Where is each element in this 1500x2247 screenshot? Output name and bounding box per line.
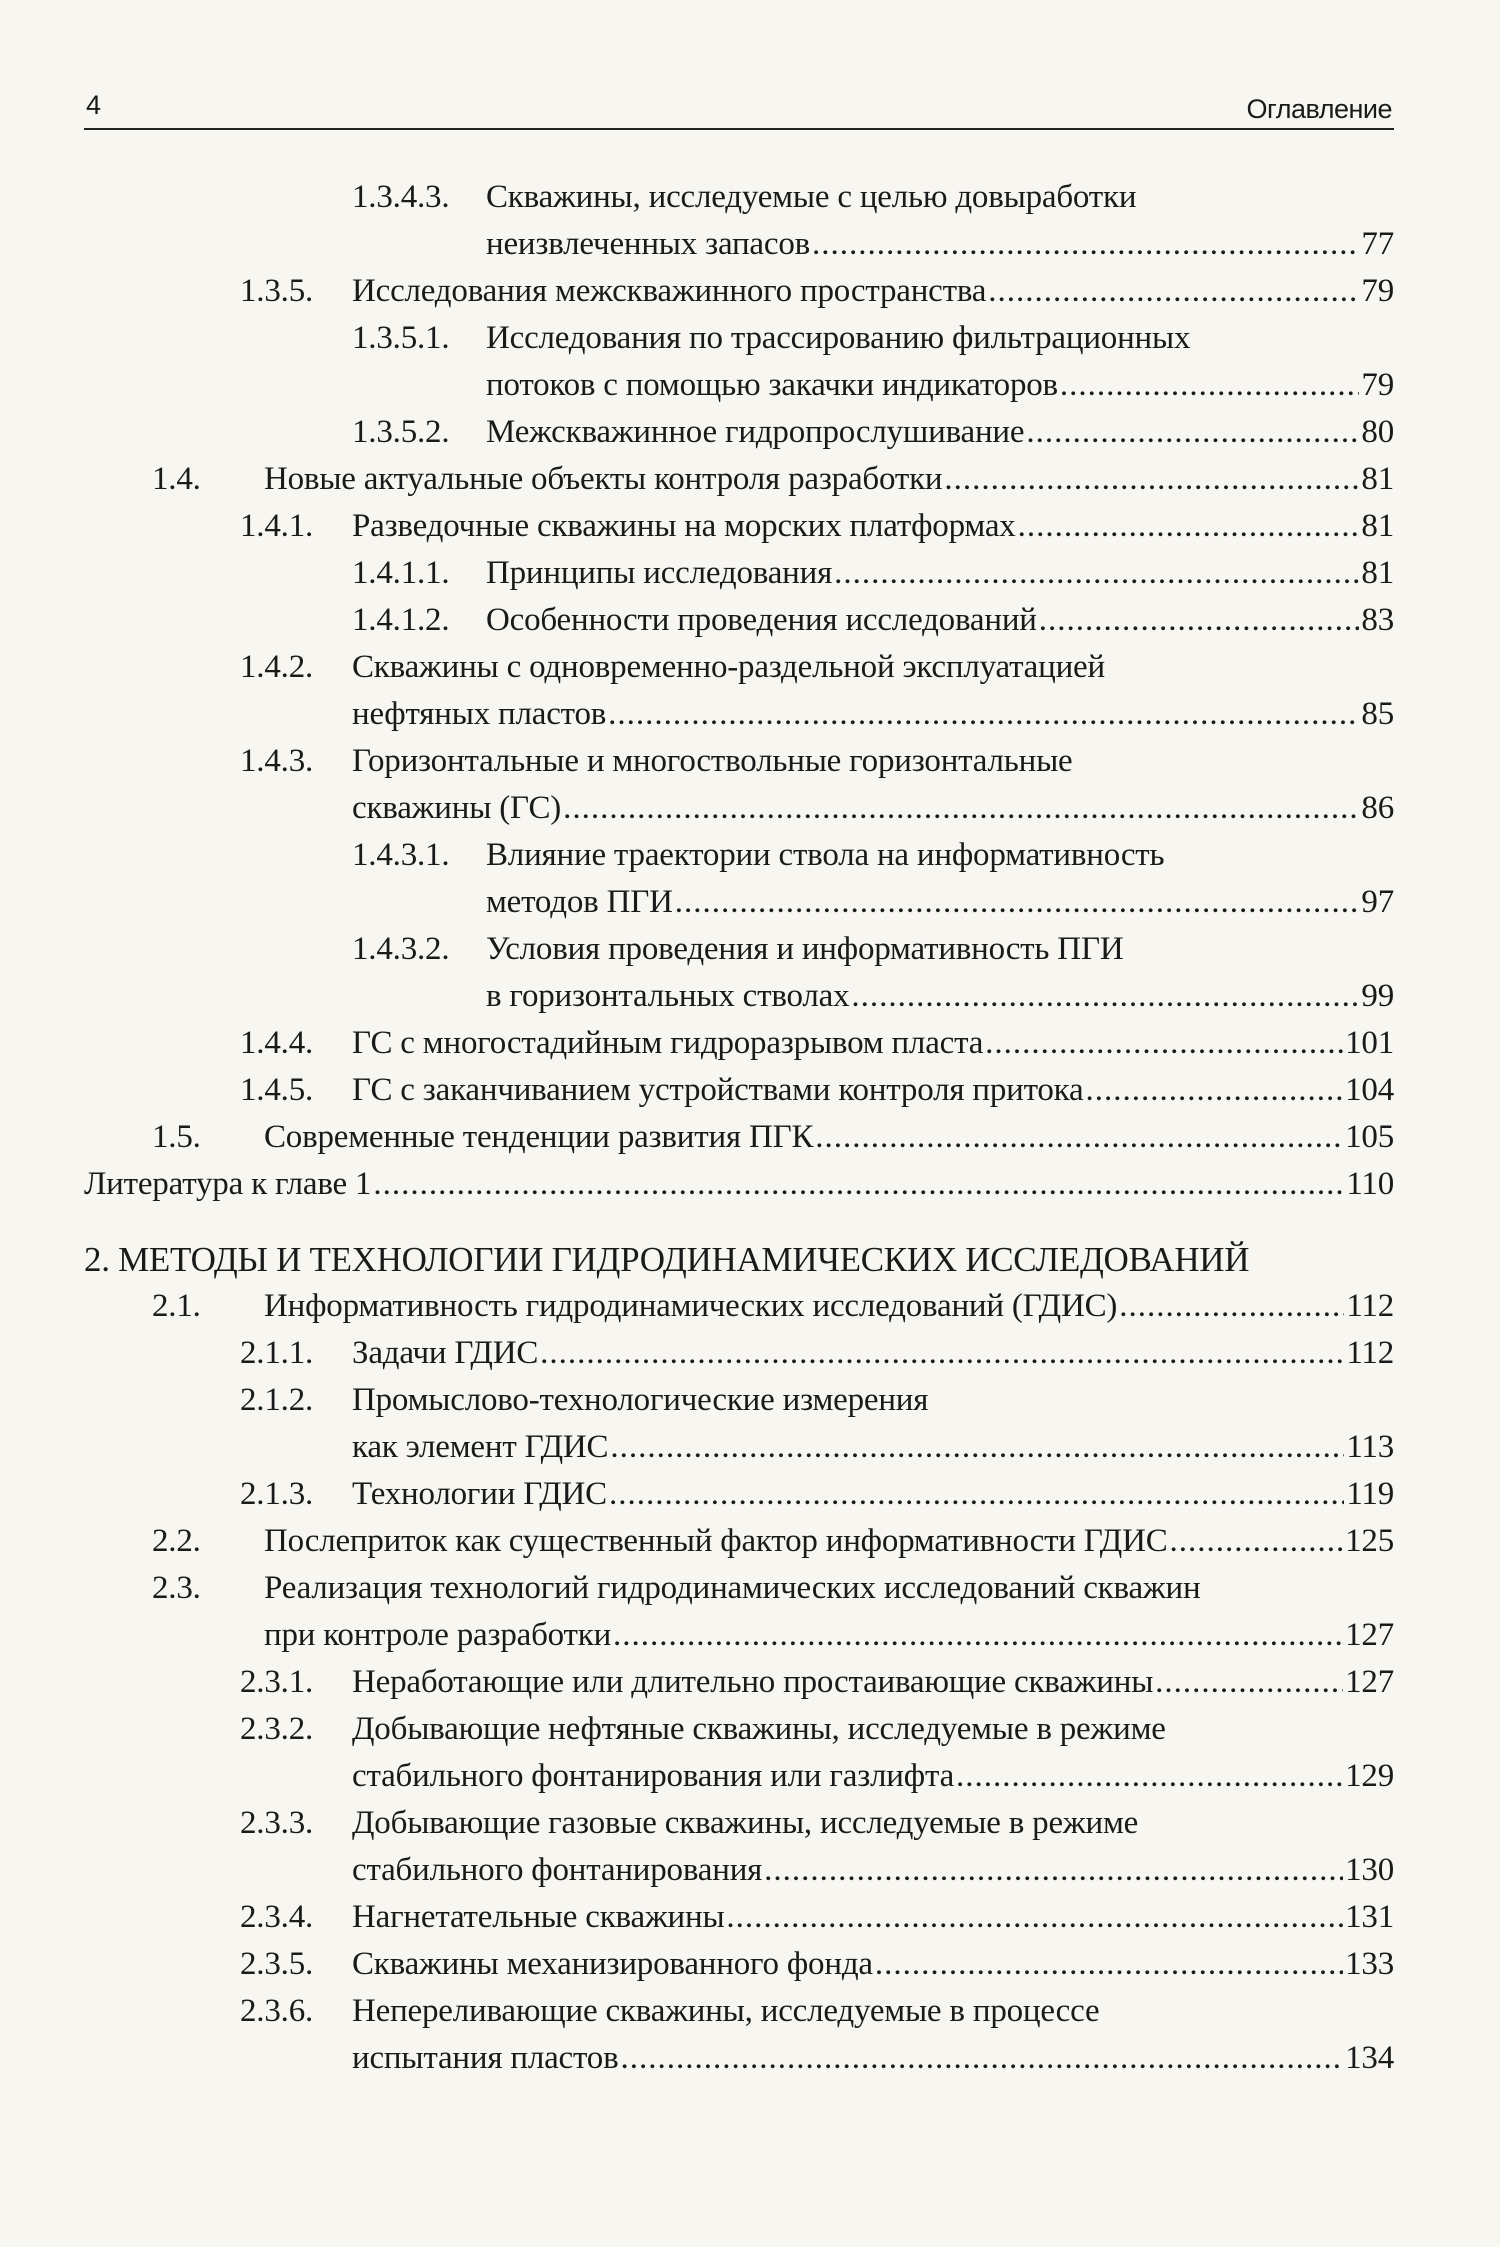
toc-entry-title: Новые актуальные объекты контроля разработки [264,461,943,497]
toc-entry-final-line [486,409,1394,456]
toc-entry-body [352,1067,1394,1114]
toc-entry-final-line [486,221,1394,268]
toc-entry-page-number: 97 [1361,884,1394,920]
dot-leader [956,1753,1343,1800]
toc-entry[interactable] [84,503,1394,550]
toc-entry-title-line: Непереливающие скважины, исследуемые в процессе [352,1993,1100,2029]
toc-entry-body [352,1020,1394,1067]
toc-entry[interactable] [84,1988,1394,2082]
toc-entry-number: 2.3.6. [240,1993,314,2029]
toc-entry-page-number: 131 [1345,1899,1394,1935]
toc-entry-page-number: 79 [1361,273,1394,309]
toc-entry-final-line [352,1753,1394,1800]
dot-leader [1060,362,1359,409]
toc-entry-final-line [84,1161,1394,1208]
toc-entry-body [352,1377,1394,1471]
toc-entry-number: 2.3. [152,1570,201,1606]
dot-leader [834,550,1359,597]
toc-entry[interactable] [84,315,1394,409]
toc-entry-body [352,1988,1394,2082]
toc-entry-final-line [352,1424,1394,1471]
toc-entry-final-line [486,879,1394,926]
toc-entry-body [264,456,1394,503]
toc-entry-page-number: 112 [1346,1288,1394,1324]
toc-entry-title: Литература к главе 1 [84,1166,372,1202]
toc-entry-title: Современные тенденции развития ПГК [264,1119,814,1155]
toc-entry-final-line [486,973,1394,1020]
toc-entry-title: ГС с заканчиванием устройствами контроля притока [352,1072,1084,1108]
toc-entry-title: скважины (ГС) [352,790,562,826]
dot-leader [1026,409,1359,456]
toc-entry[interactable] [84,1941,1394,1988]
toc-entry-number: 1.4. [152,461,201,497]
toc-entry-title: Разведочные скважины на морских платформах [352,508,1016,544]
toc-entry-title: методов ПГИ [486,884,673,920]
toc-entry-page-number: 81 [1361,508,1394,544]
toc-entry[interactable] [84,1283,1394,1330]
toc-entry[interactable] [84,926,1394,1020]
dot-leader [563,785,1359,832]
toc-entry-body [486,174,1394,268]
toc-entry-number: 2.1.2. [240,1382,314,1418]
dot-leader [851,973,1359,1020]
dot-leader [373,1161,1344,1208]
toc-entry-title: Технологии ГДИС [352,1476,607,1512]
toc-entry-page-number: 85 [1361,696,1394,732]
toc-entry-page-number: 77 [1361,226,1394,262]
toc-entry-number: 2.3.2. [240,1711,314,1747]
toc-entry[interactable] [84,1800,1394,1894]
toc-entry-title: ГС с многостадийным гидроразрывом пласта [352,1025,984,1061]
toc-entry[interactable] [84,1377,1394,1471]
toc-entry-page-number: 127 [1345,1617,1394,1653]
toc-entry-number: 1.3.4.3. [352,179,450,215]
dot-leader [613,1612,1343,1659]
dot-leader [1085,1067,1343,1114]
toc-entry-final-line [264,1518,1394,1565]
dot-leader [875,1941,1343,1988]
toc-entry-number: 1.3.5. [240,273,314,309]
toc-entry-title: Исследования межскважинного пространства [352,273,987,309]
toc-entry-title: при контроле разработки [264,1617,612,1653]
toc-entry-body [352,738,1394,832]
toc-entry-page-number: 79 [1361,367,1394,403]
toc-entry-body [264,1283,1394,1330]
toc-entry-final-line [352,785,1394,832]
toc-entry-title: неизвлеченных запасов [486,226,811,262]
toc-entry-final-line [352,503,1394,550]
toc-entry-final-line [486,550,1394,597]
toc-entry-number: 1.4.5. [240,1072,314,1108]
toc-entry-title: Скважины механизированного фонда [352,1946,873,1982]
toc-entry-title: стабильного фонтанирования или газлифта [352,1758,955,1794]
toc-entry-final-line [352,691,1394,738]
toc-entry-final-line [486,362,1394,409]
toc-entry-page-number: 127 [1345,1664,1394,1700]
toc-entry-number: 1.5. [152,1119,201,1155]
toc-entry-final-line [352,1847,1394,1894]
toc-entry-title-line: Реализация технологий гидродинамических исследований скважин [264,1570,1201,1606]
toc-entry-body [486,409,1394,456]
toc-entry-title-line: Горизонтальные и многоствольные горизонтальные [352,743,1073,779]
table-of-contents [84,174,1394,2082]
toc-entry-title: Межскважинное гидропрослушивание [486,414,1025,450]
toc-entry-body [352,1330,1394,1377]
toc-entry-final-line [352,1020,1394,1067]
toc-entry[interactable] [84,1518,1394,1565]
toc-entry-page-number: 112 [1346,1335,1394,1371]
dot-leader [764,1847,1343,1894]
toc-entry-title-line: Скважины, исследуемые с целью довыработки [486,179,1137,215]
toc-entry-number: 1.3.5.1. [352,320,450,356]
toc-entry-final-line [264,1283,1394,1330]
toc-entry-title-line: Влияние траектории ствола на информативность [486,837,1165,873]
toc-entry-title: стабильного фонтанирования [352,1852,763,1888]
dot-leader [988,268,1359,315]
toc-entry-title-line: Исследования по трассированию фильтрационных [486,320,1191,356]
dot-leader [1018,503,1360,550]
toc-entry[interactable] [84,597,1394,644]
toc-entry[interactable] [84,550,1394,597]
toc-entry-number: 2.3.4. [240,1899,314,1935]
toc-entry-number: 1.4.3.1. [352,837,450,873]
dot-leader [620,2035,1343,2082]
toc-entry-page-number: 110 [1346,1166,1394,1202]
toc-entry-body [486,597,1394,644]
toc-entry-number: 1.4.1. [240,508,314,544]
toc-entry-page-number: 104 [1345,1072,1394,1108]
toc-entry-title-line: Добывающие нефтяные скважины, исследуемые в режиме [352,1711,1166,1747]
dot-leader [1155,1659,1343,1706]
toc-entry[interactable] [84,832,1394,926]
dot-leader [1119,1283,1344,1330]
toc-entry-body [352,1659,1394,1706]
toc-entry-final-line [352,2035,1394,2082]
toc-entry-page-number: 101 [1345,1025,1394,1061]
toc-entry-page-number: 83 [1361,602,1394,638]
toc-entry-page-number: 80 [1361,414,1394,450]
toc-block-chapter-2 [84,1283,1394,2082]
toc-entry[interactable] [84,409,1394,456]
toc-entry[interactable] [84,738,1394,832]
dot-leader [675,879,1360,926]
toc-entry-body [352,1894,1394,1941]
toc-entry-title: Принципы исследования [486,555,833,591]
toc-entry-number: 2.3.1. [240,1664,314,1700]
dot-leader [609,1471,1344,1518]
toc-entry-number: 2.2. [152,1523,201,1559]
toc-entry-body [352,1941,1394,1988]
toc-entry-number: 1.4.1.2. [352,602,450,638]
chapter-heading: 2. МЕТОДЫ И ТЕХНОЛОГИИ ГИДРОДИНАМИЧЕСКИХ ИССЛЕДОВАНИЙ [84,1240,1250,1279]
toc-entry-final-line [352,1330,1394,1377]
dot-leader [1039,597,1360,644]
toc-entry[interactable] [84,1565,1394,1659]
toc-entry-page-number: 130 [1345,1852,1394,1888]
toc-entry-body [486,315,1394,409]
toc-block-chapter-1 [84,174,1394,1208]
toc-entry[interactable] [84,1471,1394,1518]
toc-entry-page-number: 129 [1345,1758,1394,1794]
toc-entry-final-line [352,1894,1394,1941]
toc-entry-number: 1.4.2. [240,649,314,685]
toc-entry-number: 2.1. [152,1288,201,1324]
dot-leader [610,1424,1344,1471]
toc-entry-page-number: 99 [1361,978,1394,1014]
toc-entry-number: 2.1.1. [240,1335,314,1371]
dot-leader [608,691,1359,738]
toc-entry-final-line [352,1941,1394,1988]
toc-entry-number: 2.1.3. [240,1476,314,1512]
dot-leader [944,456,1359,503]
toc-entry[interactable] [84,1161,1394,1208]
toc-entry-title: Задачи ГДИС [352,1335,539,1371]
toc-entry[interactable] [84,1114,1394,1161]
toc-entry-title: как элемент ГДИС [352,1429,609,1465]
toc-entry-title: Особенности проведения исследований [486,602,1037,638]
toc-entry-final-line [352,1471,1394,1518]
toc-entry-number: 1.4.4. [240,1025,314,1061]
toc-entry-page-number: 119 [1346,1476,1394,1512]
toc-entry-final-line [264,1612,1394,1659]
toc-entry-number: 2.3.3. [240,1805,314,1841]
toc-entry[interactable] [84,174,1394,268]
toc-entry-final-line [264,1114,1394,1161]
toc-entry-body [486,550,1394,597]
toc-entry-page-number: 125 [1345,1523,1394,1559]
toc-entry[interactable] [84,456,1394,503]
toc-entry-page-number: 133 [1345,1946,1394,1982]
toc-entry-title: Послеприток как существенный фактор информативности ГДИС [264,1523,1168,1559]
toc-entry[interactable] [84,1020,1394,1067]
toc-entry[interactable] [84,1894,1394,1941]
toc-entry-page-number: 81 [1361,555,1394,591]
page-number: 4 [86,90,102,120]
toc-entry-page-number: 81 [1361,461,1394,497]
toc-entry-body [264,1518,1394,1565]
toc-entry-final-line [486,597,1394,644]
toc-entry-title: потоков с помощью закачки индикаторов [486,367,1058,403]
toc-entry-final-line [352,268,1394,315]
toc-entry-number: 2.3.5. [240,1946,314,1982]
toc-entry-title-line: Скважины с одновременно-раздельной эксплуатацией [352,649,1105,685]
toc-entry-page-number: 134 [1345,2040,1394,2076]
toc-entry-page-number: 86 [1361,790,1394,826]
toc-entry-page-number: 105 [1345,1119,1394,1155]
toc-entry-title: Неработающие или длительно простаивающие скважины [352,1664,1154,1700]
toc-entry[interactable] [84,644,1394,738]
toc-entry-body [264,1565,1394,1659]
toc-entry-title-line: Условия проведения и информативность ПГИ [486,931,1124,967]
toc-entry[interactable] [84,1706,1394,1800]
toc-entry[interactable] [84,1330,1394,1377]
toc-entry-title-line: Добывающие газовые скважины, исследуемые в режиме [352,1805,1139,1841]
toc-entry-number: 1.3.5.2. [352,414,450,450]
toc-entry-title: Нагнетательные скважины [352,1899,725,1935]
toc-entry-body [352,268,1394,315]
toc-entry-title: Информативность гидродинамических исследований (ГДИС) [264,1288,1118,1324]
dot-leader [1170,1518,1344,1565]
toc-entry-body [84,1161,1394,1208]
toc-entry-title-line: Промыслово-технологические измерения [352,1382,929,1418]
dot-leader [815,1114,1343,1161]
running-head [84,88,1394,130]
toc-entry-title: нефтяных пластов [352,696,607,732]
section-title: Оглавление [1246,94,1392,124]
toc-entry-body [264,1114,1394,1161]
toc-entry-body [352,1471,1394,1518]
dot-leader [985,1020,1343,1067]
toc-entry-final-line [352,1659,1394,1706]
toc-entry-title: в горизонтальных стволах [486,978,850,1014]
toc-entry-body [486,832,1394,926]
toc-entry[interactable] [84,1067,1394,1114]
toc-entry[interactable] [84,268,1394,315]
toc-entry-final-line [264,456,1394,503]
toc-entry-number: 1.4.1.1. [352,555,450,591]
dot-leader [812,221,1359,268]
dot-leader [540,1330,1344,1377]
toc-entry-title: испытания пластов [352,2040,619,2076]
toc-entry-body [352,644,1394,738]
toc-entry-body [486,926,1394,1020]
toc-entry-final-line [352,1067,1394,1114]
toc-entry-number: 1.4.3. [240,743,314,779]
dot-leader [726,1894,1343,1941]
toc-entry-number: 1.4.3.2. [352,931,450,967]
toc-entry-body [352,503,1394,550]
toc-entry-body [352,1706,1394,1800]
toc-entry-body [352,1800,1394,1894]
toc-entry-page-number: 113 [1346,1429,1394,1465]
toc-entry[interactable] [84,1659,1394,1706]
